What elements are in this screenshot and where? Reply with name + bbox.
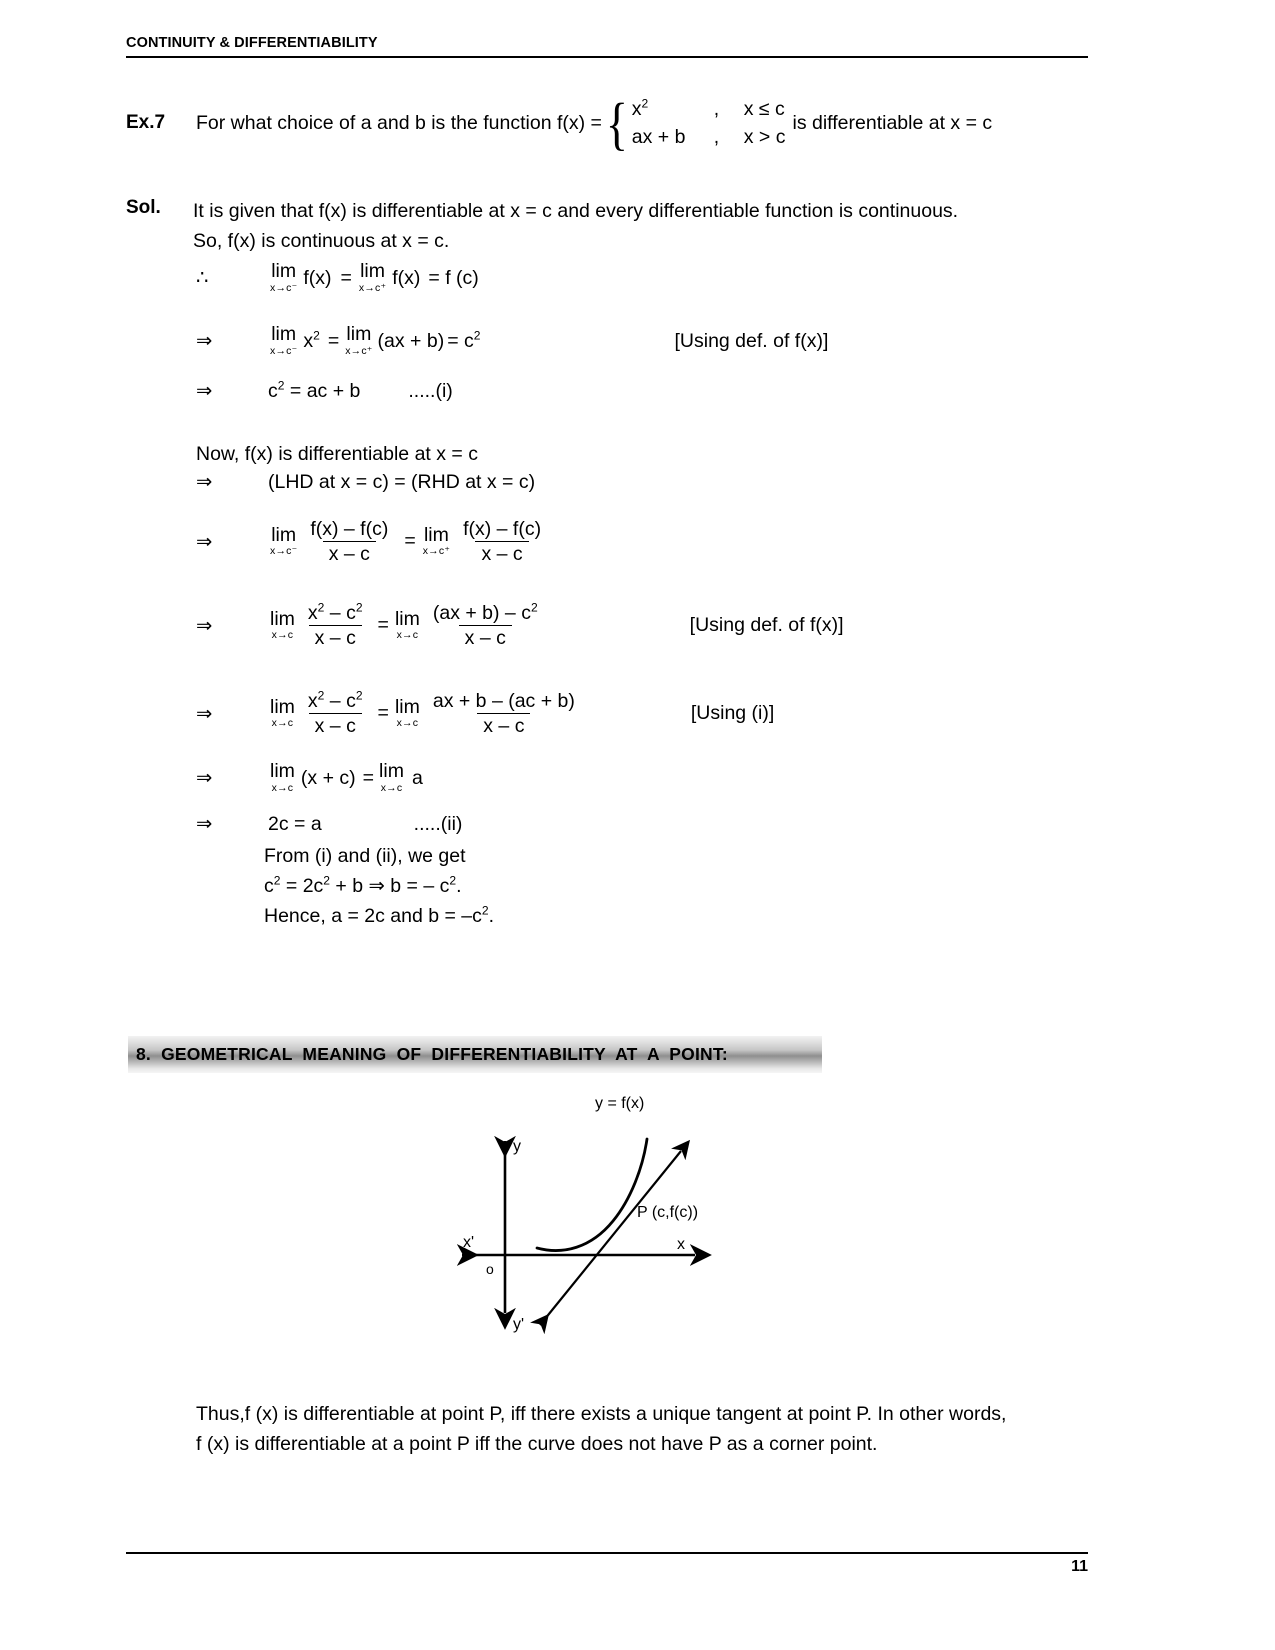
step6-note: [Using def. of f(x)]: [689, 614, 844, 637]
piece-exp-1: 2: [641, 96, 649, 111]
origin-label: o: [486, 1261, 494, 1277]
solution-step-8: [196, 762, 423, 794]
step9-symbol: ⇒: [196, 813, 213, 835]
conclusion-line-2: f (x) is differentiable at a point P iff the curve does not have P as a corner point.: [196, 1432, 878, 1455]
conclusion-block: [196, 1400, 1096, 1459]
solution-step-1: [196, 262, 479, 294]
fraction: $\frac{ax + b - (ac + b)}{x - c}$: [432, 690, 575, 738]
limit-operator: lim x→c⁻: [270, 260, 298, 294]
limit-operator: lim x→c: [270, 760, 295, 794]
step7-symbol: ⇒: [196, 702, 213, 725]
step3-symbol: ⇒: [196, 380, 213, 402]
x-axis-label: x: [677, 1236, 685, 1253]
step1-eq-2: = f (c): [428, 266, 479, 289]
example-text-after: is differentiable at x = c: [792, 111, 993, 134]
solution-step-4: [196, 470, 535, 494]
y-prime-label: y': [513, 1316, 525, 1333]
step8-expr-1: (x + c): [300, 766, 356, 789]
limit-operator: lim x→c⁺: [422, 523, 451, 558]
step2-eq-2: = $c^2$: [447, 328, 481, 352]
hence-line: Hence, a = 2c and $b = -c^2$.: [264, 903, 495, 927]
result-line: $c^2 = 2c^2 + b$ ⇒ b = – $c^2$.: [264, 873, 462, 897]
step4-text: (LHD at x = c) = (RHD at x = c): [268, 470, 536, 493]
point-label: P (c,f(c)): [637, 1204, 699, 1221]
fraction: $\frac{x^2 - c^2}{x - c}$: [302, 602, 369, 650]
section-heading-text: 8. GEOMETRICAL MEANING OF DIFFERENTIABILITY AT A POINT:: [136, 1044, 728, 1064]
step5-symbol: ⇒: [196, 530, 213, 553]
solution-step-7: [196, 690, 1096, 738]
solution-step-5: [196, 518, 552, 566]
fraction: $\frac{f(x) - f(c)}{x - c}$: [310, 518, 389, 566]
step3-tag: .....(i): [408, 379, 453, 402]
piecewise-row-2: [632, 123, 786, 151]
solution-step-6: [196, 602, 1096, 650]
header-divider: [126, 56, 1088, 58]
limit-operator: lim x→c⁺: [358, 260, 387, 294]
solution-step-2: [196, 325, 1096, 357]
step9-tag: .....(ii): [413, 812, 463, 835]
step7-note: [Using (i)]: [690, 702, 775, 725]
step8-eq: =: [362, 766, 375, 789]
piece-cond-2: x > c: [743, 126, 786, 149]
header-title: CONTINUITY & DIFFERENTIABILITY: [126, 35, 378, 51]
step1-symbol: ∴: [196, 267, 209, 290]
step1-expr-2: f(x): [392, 266, 421, 289]
step2-expr-2: (ax + b): [377, 329, 445, 352]
step2-note: [Using def. of f(x)]: [674, 329, 829, 352]
brace-icon: {: [605, 90, 628, 156]
limit-operator: lim x→c⁻: [270, 523, 298, 558]
piece-cond-1: x ≤ c: [743, 98, 785, 120]
example-block: [126, 90, 1106, 156]
frac-numerator: $(ax + b) - c^2$: [432, 600, 538, 624]
step8-symbol: ⇒: [196, 767, 213, 790]
step1-expr-1: f(x): [303, 266, 332, 289]
frac-numerator: $x^2 - c^2$: [307, 688, 363, 712]
step1-eq-1: =: [340, 266, 352, 289]
step5-eq: =: [404, 530, 416, 553]
step7-eq: =: [377, 702, 389, 725]
curve-label: y = f(x): [595, 1095, 645, 1112]
limit-operator: lim x→c⁻: [270, 323, 298, 357]
section-heading-bar: [128, 1036, 822, 1073]
step3-expression: $c^2$ = ac + b: [268, 378, 361, 402]
solution-block: [126, 197, 1106, 256]
y-axis-label: y: [513, 1138, 521, 1155]
limit-operator: lim x→c: [394, 695, 420, 730]
solution-label: Sol.: [126, 197, 161, 218]
piece-expr-2: ax + b: [631, 126, 686, 149]
tangent-line: [540, 1151, 681, 1325]
piecewise-row-1: [632, 95, 786, 123]
limit-operator: lim x→c: [270, 607, 295, 642]
step4-symbol: ⇒: [196, 471, 213, 493]
x-prime-label: x': [463, 1234, 475, 1251]
piece-expr-1: x: [631, 98, 642, 120]
function-curve: [537, 1139, 647, 1251]
fraction: $\frac{(ax + b) - c^2}{x - c}$: [427, 602, 544, 650]
step2-eq-1: =: [327, 329, 340, 352]
step9-text: 2c = a: [268, 812, 322, 835]
solution-intro-line-2: So, f(x) is continuous at x = c.: [193, 229, 450, 252]
limit-operator: lim x→c⁺: [345, 323, 373, 357]
frac-numerator: $x^2 - c^2$: [307, 600, 363, 624]
solution-step-9: [196, 812, 462, 836]
solution-step-3: [196, 379, 453, 403]
limit-operator: lim x→c: [379, 760, 404, 794]
step6-eq: =: [377, 614, 389, 637]
step8-expr-2: a: [411, 766, 423, 789]
piecewise-function: [603, 90, 786, 156]
example-label: Ex.7: [126, 112, 166, 134]
footer-divider: [126, 1552, 1088, 1554]
from-line: From (i) and (ii), we get: [264, 845, 466, 867]
limit-operator: lim x→c: [270, 695, 295, 730]
piece-comma-1: ,: [713, 98, 720, 120]
limit-operator: lim x→c: [394, 607, 420, 642]
fraction: $\frac{x^2 - c^2}{x - c}$: [302, 690, 369, 738]
step6-symbol: ⇒: [196, 614, 213, 637]
solution-intro-line-1: It is given that f(x) is differentiable at x = c and every differentiable function is continuous.: [193, 200, 959, 222]
page-header: [126, 36, 1088, 58]
conclusion-line-1: Thus,f (x) is differentiable at point P, iff there exists a unique tangent at point P. In other words,: [196, 1403, 1007, 1425]
page-number: 11: [1071, 1558, 1088, 1575]
differentiability-diagram: [455, 1085, 755, 1335]
now-line: Now, f(x) is differentiable at x = c: [196, 443, 478, 465]
step2-expr-1: $x^2$: [303, 328, 320, 352]
piece-comma-2: ,: [713, 126, 720, 149]
fraction: $\frac{f(x) - f(c)}{x - c}$: [463, 518, 542, 566]
example-text-before: For what choice of a and b is the function f(x) =: [196, 111, 602, 134]
step2-symbol: ⇒: [196, 330, 213, 353]
